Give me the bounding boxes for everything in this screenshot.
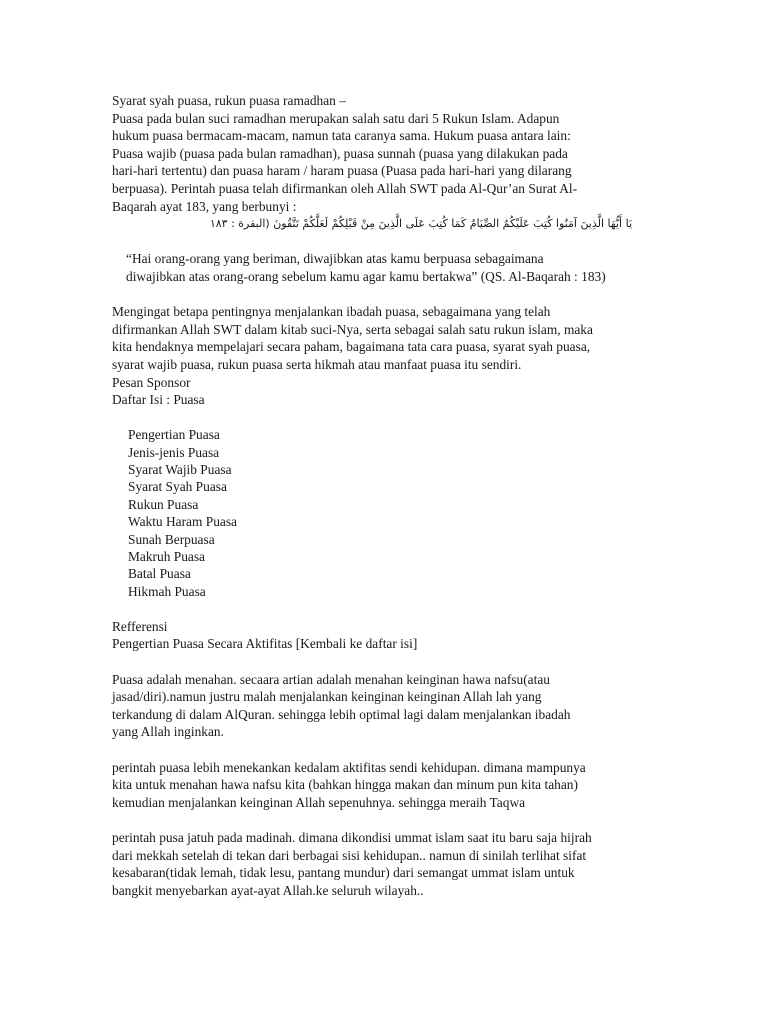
toc-item[interactable]: Rukun Puasa: [128, 496, 199, 512]
spacer: [112, 741, 652, 759]
toc-heading: Daftar Isi : Puasa: [112, 392, 205, 408]
paragraph-line: kita untuk menahan hawa nafsu kita (bahkan hingga makan dan minum pun kita tahan): [112, 777, 578, 793]
intro-line: berpuasa). Perintah puasa telah difirmankan oleh Allah SWT pada Al-Qur’an Surat Al-: [112, 180, 578, 196]
paragraph-line: bangkit menyebarkan ayat-ayat Allah.ke seluruh wilayah..: [112, 882, 424, 898]
toc-item[interactable]: Syarat Wajib Puasa: [128, 462, 232, 478]
intro-line: hukum puasa bermacam-macam, namun tata caranya sama. Hukum puasa antara lain:: [112, 128, 571, 144]
translation-line: diwajibkan atas orang-orang sebelum kamu agar kamu bertakwa” (QS. Al-Baqarah : 183): [126, 268, 606, 284]
paragraph-line: dari mekkah setelah di tekan dari berbagai sisi kehidupan.. namun di sinilah terlihat sifat: [112, 847, 587, 863]
motivation-line: difirmankan Allah SWT dalam kitab suci-Nya, serta sebagai salah satu rukun islam, maka: [112, 321, 593, 337]
body-paragraph: [112, 829, 652, 899]
intro-line: Puasa pada bulan suci ramadhan merupakan salah satu dari 5 Rukun Islam. Adapun: [112, 110, 560, 126]
spacer: [112, 653, 652, 671]
section-title[interactable]: Pengertian Puasa Secara Aktifitas [Kembali ke daftar isi]: [112, 636, 418, 652]
quran-verse-arabic: يَا أَيُّهَا الَّذِينَ آمَنُوا كُتِبَ عَلَيْكُمُ الصِّيَامُ كَمَا كُتِبَ عَلَى الَّذِينَ مِنْ قَبْلِكُمْ لَعَلَّكُمْ تَتَّقُونَ (البقرة : ١٨٣: [209, 217, 632, 231]
intro-line: Syarat syah puasa, rukun puasa ramadhan –: [112, 93, 346, 108]
paragraph-line: yang Allah inginkan.: [112, 724, 224, 740]
spacer: [112, 811, 652, 829]
toc-item[interactable]: Batal Puasa: [128, 566, 191, 582]
toc-item[interactable]: Pengertian Puasa: [128, 427, 220, 443]
intro-line: hari-hari tertentu) dan puasa haram / haram puasa (Puasa pada hari-hari yang dilarang: [112, 163, 572, 179]
spacer: [112, 600, 652, 618]
toc-item[interactable]: Sunah Berpuasa: [128, 531, 215, 547]
document-page: [112, 92, 652, 899]
toc-item[interactable]: Waktu Haram Puasa: [128, 514, 237, 530]
motivation-paragraph: [112, 303, 652, 409]
paragraph-line: perintah pusa jatuh pada madinah. dimana dikondisi ummat islam saat itu baru saja hijrah: [112, 829, 592, 845]
reference-block: [112, 618, 652, 653]
toc-item[interactable]: Jenis-jenis Puasa: [128, 444, 220, 460]
paragraph-line: jasad/diri).namun justru malah menjalankan keinginan keinginan Allah lah yang: [112, 689, 542, 705]
intro-line: Puasa wajib (puasa pada bulan ramadhan), puasa sunnah (puasa yang dilakukan pada: [112, 145, 568, 161]
paragraph-line: perintah puasa lebih menekankan kedalam aktifitas sendi kehidupan. dimana mampunya: [112, 759, 586, 775]
toc-item[interactable]: Hikmah Puasa: [128, 583, 206, 599]
spacer: [112, 286, 652, 304]
intro-paragraph: [112, 92, 652, 233]
sponsor-label: Pesan Sponsor: [112, 374, 191, 390]
paragraph-line: kesabaran(tidak lemah, tidak lesu, pantang mundur) dari semangat ummat islam untuk: [112, 865, 575, 881]
motivation-line: kita hendaknya mempelajari secara paham, bagaimana tata cara puasa, syarat syah puasa,: [112, 339, 591, 355]
intro-line: Baqarah ayat 183, yang berbunyi :: [112, 198, 297, 214]
paragraph-line: terkandung di dalam AlQuran. sehingga lebih optimal lagi dalam menjalankan ibadah: [112, 706, 571, 722]
toc-item[interactable]: Makruh Puasa: [128, 549, 205, 565]
spacer: [112, 233, 652, 251]
motivation-line: syarat wajib puasa, rukun puasa serta hikmah atau manfaat puasa itu sendiri.: [112, 356, 522, 372]
toc-item[interactable]: Syarat Syah Puasa: [128, 479, 227, 495]
spacer: [112, 409, 652, 427]
verse-translation: [112, 250, 652, 285]
table-of-contents: [112, 426, 652, 600]
body-paragraph: [112, 759, 652, 812]
reference-label: Refferensi: [112, 618, 168, 634]
body-paragraph: [112, 671, 652, 741]
translation-line: “Hai orang-orang yang beriman, diwajibkan atas kamu berpuasa sebagaimana: [126, 251, 544, 267]
motivation-line: Mengingat betapa pentingnya menjalankan ibadah puasa, sebagaimana yang telah: [112, 304, 551, 320]
paragraph-line: Puasa adalah menahan. secaara artian adalah menahan keinginan hawa nafsu(atau: [112, 671, 550, 687]
paragraph-line: kemudian menjalankan keinginan Allah sepenuhnya. sehingga meraih Taqwa: [112, 794, 526, 810]
